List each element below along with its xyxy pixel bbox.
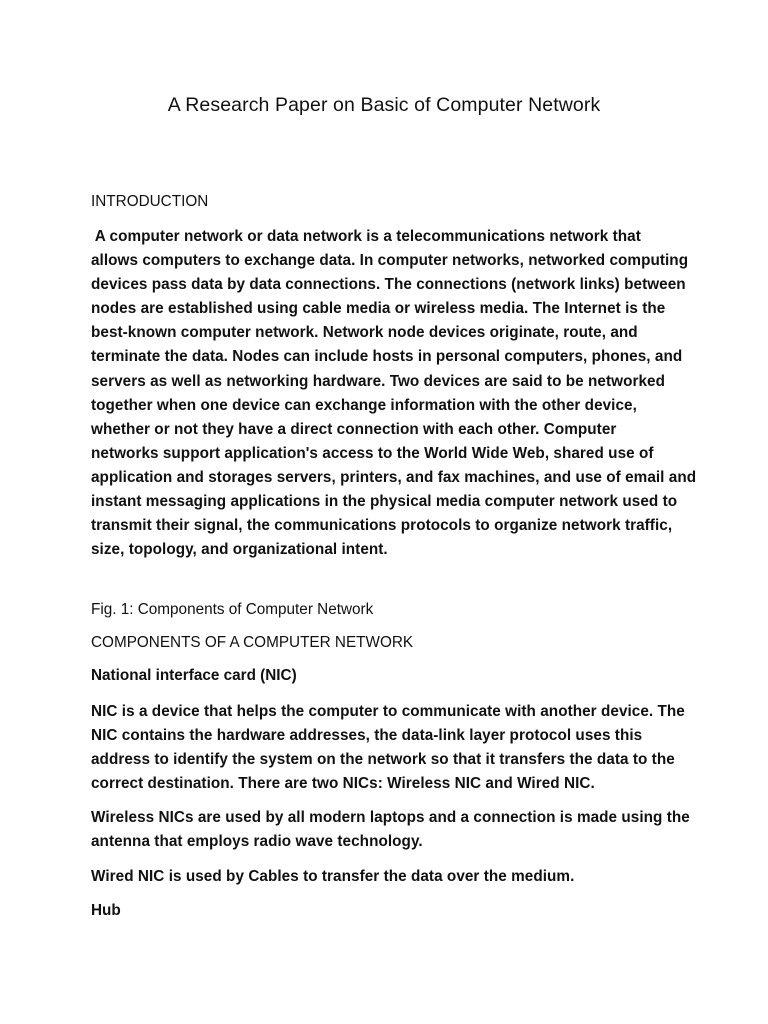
nic-heading: National interface card (NIC) — [91, 667, 297, 684]
paragraph-line: servers as well as networking hardware. Two devices are said to be networked — [91, 372, 665, 390]
paragraph-line: together when one device can exchange information with the other device, — [91, 396, 637, 414]
paragraph-line: NIC is a device that helps the computer to communicate with another device. The — [91, 703, 685, 720]
paragraph-line: Wired NIC is used by Cables to transfer the data over the medium. — [91, 868, 575, 885]
paragraph-line: antenna that employs radio wave technology. — [91, 833, 423, 851]
nic-paragraph — [91, 700, 691, 796]
components-heading: COMPONENTS OF A COMPUTER NETWORK — [91, 634, 414, 651]
paragraph-line: Wireless NICs are used by all modern laptops and a connection is made using the — [91, 809, 690, 826]
introduction-heading: INTRODUCTION — [91, 193, 209, 210]
paragraph-line: NIC contains the hardware addresses, the data-link layer protocol uses this — [91, 727, 643, 745]
paragraph-line: size, topology, and organizational intent. — [91, 541, 388, 559]
paragraph-line: application and storages servers, printers, and fax machines, and use of email and — [91, 468, 697, 486]
paragraph-line: instant messaging applications in the physical media computer network used to — [91, 493, 678, 511]
hub-heading: Hub — [91, 902, 121, 919]
paragraph-line: transmit their signal, the communications protocols to organize network traffic, — [91, 517, 673, 535]
paragraph-line: A computer network or data network is a telecommunications network that — [91, 228, 641, 245]
wireless-nic-paragraph — [91, 806, 691, 854]
figure-caption: Fig. 1: Components of Computer Network — [91, 601, 374, 618]
paragraph-line: networks support application's access to the World Wide Web, shared use of — [91, 444, 654, 462]
paragraph-line: correct destination. There are two NICs: Wireless NIC and Wired NIC. — [91, 775, 595, 793]
paragraph-line: terminate the data. Nodes can include hosts in personal computers, phones, and — [91, 348, 683, 366]
wired-nic-paragraph — [91, 865, 691, 889]
paragraph-line: nodes are established using cable media or wireless media. The Internet is the — [91, 300, 666, 318]
paragraph-line: devices pass data by data connections. The connections (network links) between — [91, 276, 686, 294]
paragraph-line: best-known computer network. Network node devices originate, route, and — [91, 324, 638, 342]
introduction-paragraph — [91, 225, 697, 562]
paragraph-line: address to identify the system on the network so that it transfers the data to the — [91, 751, 675, 769]
paragraph-line: whether or not they have a direct connection with each other. Computer — [91, 420, 617, 438]
paragraph-line: allows computers to exchange data. In computer networks, networked computing — [91, 252, 689, 270]
paper-title: A Research Paper on Basic of Computer Network — [167, 94, 601, 116]
